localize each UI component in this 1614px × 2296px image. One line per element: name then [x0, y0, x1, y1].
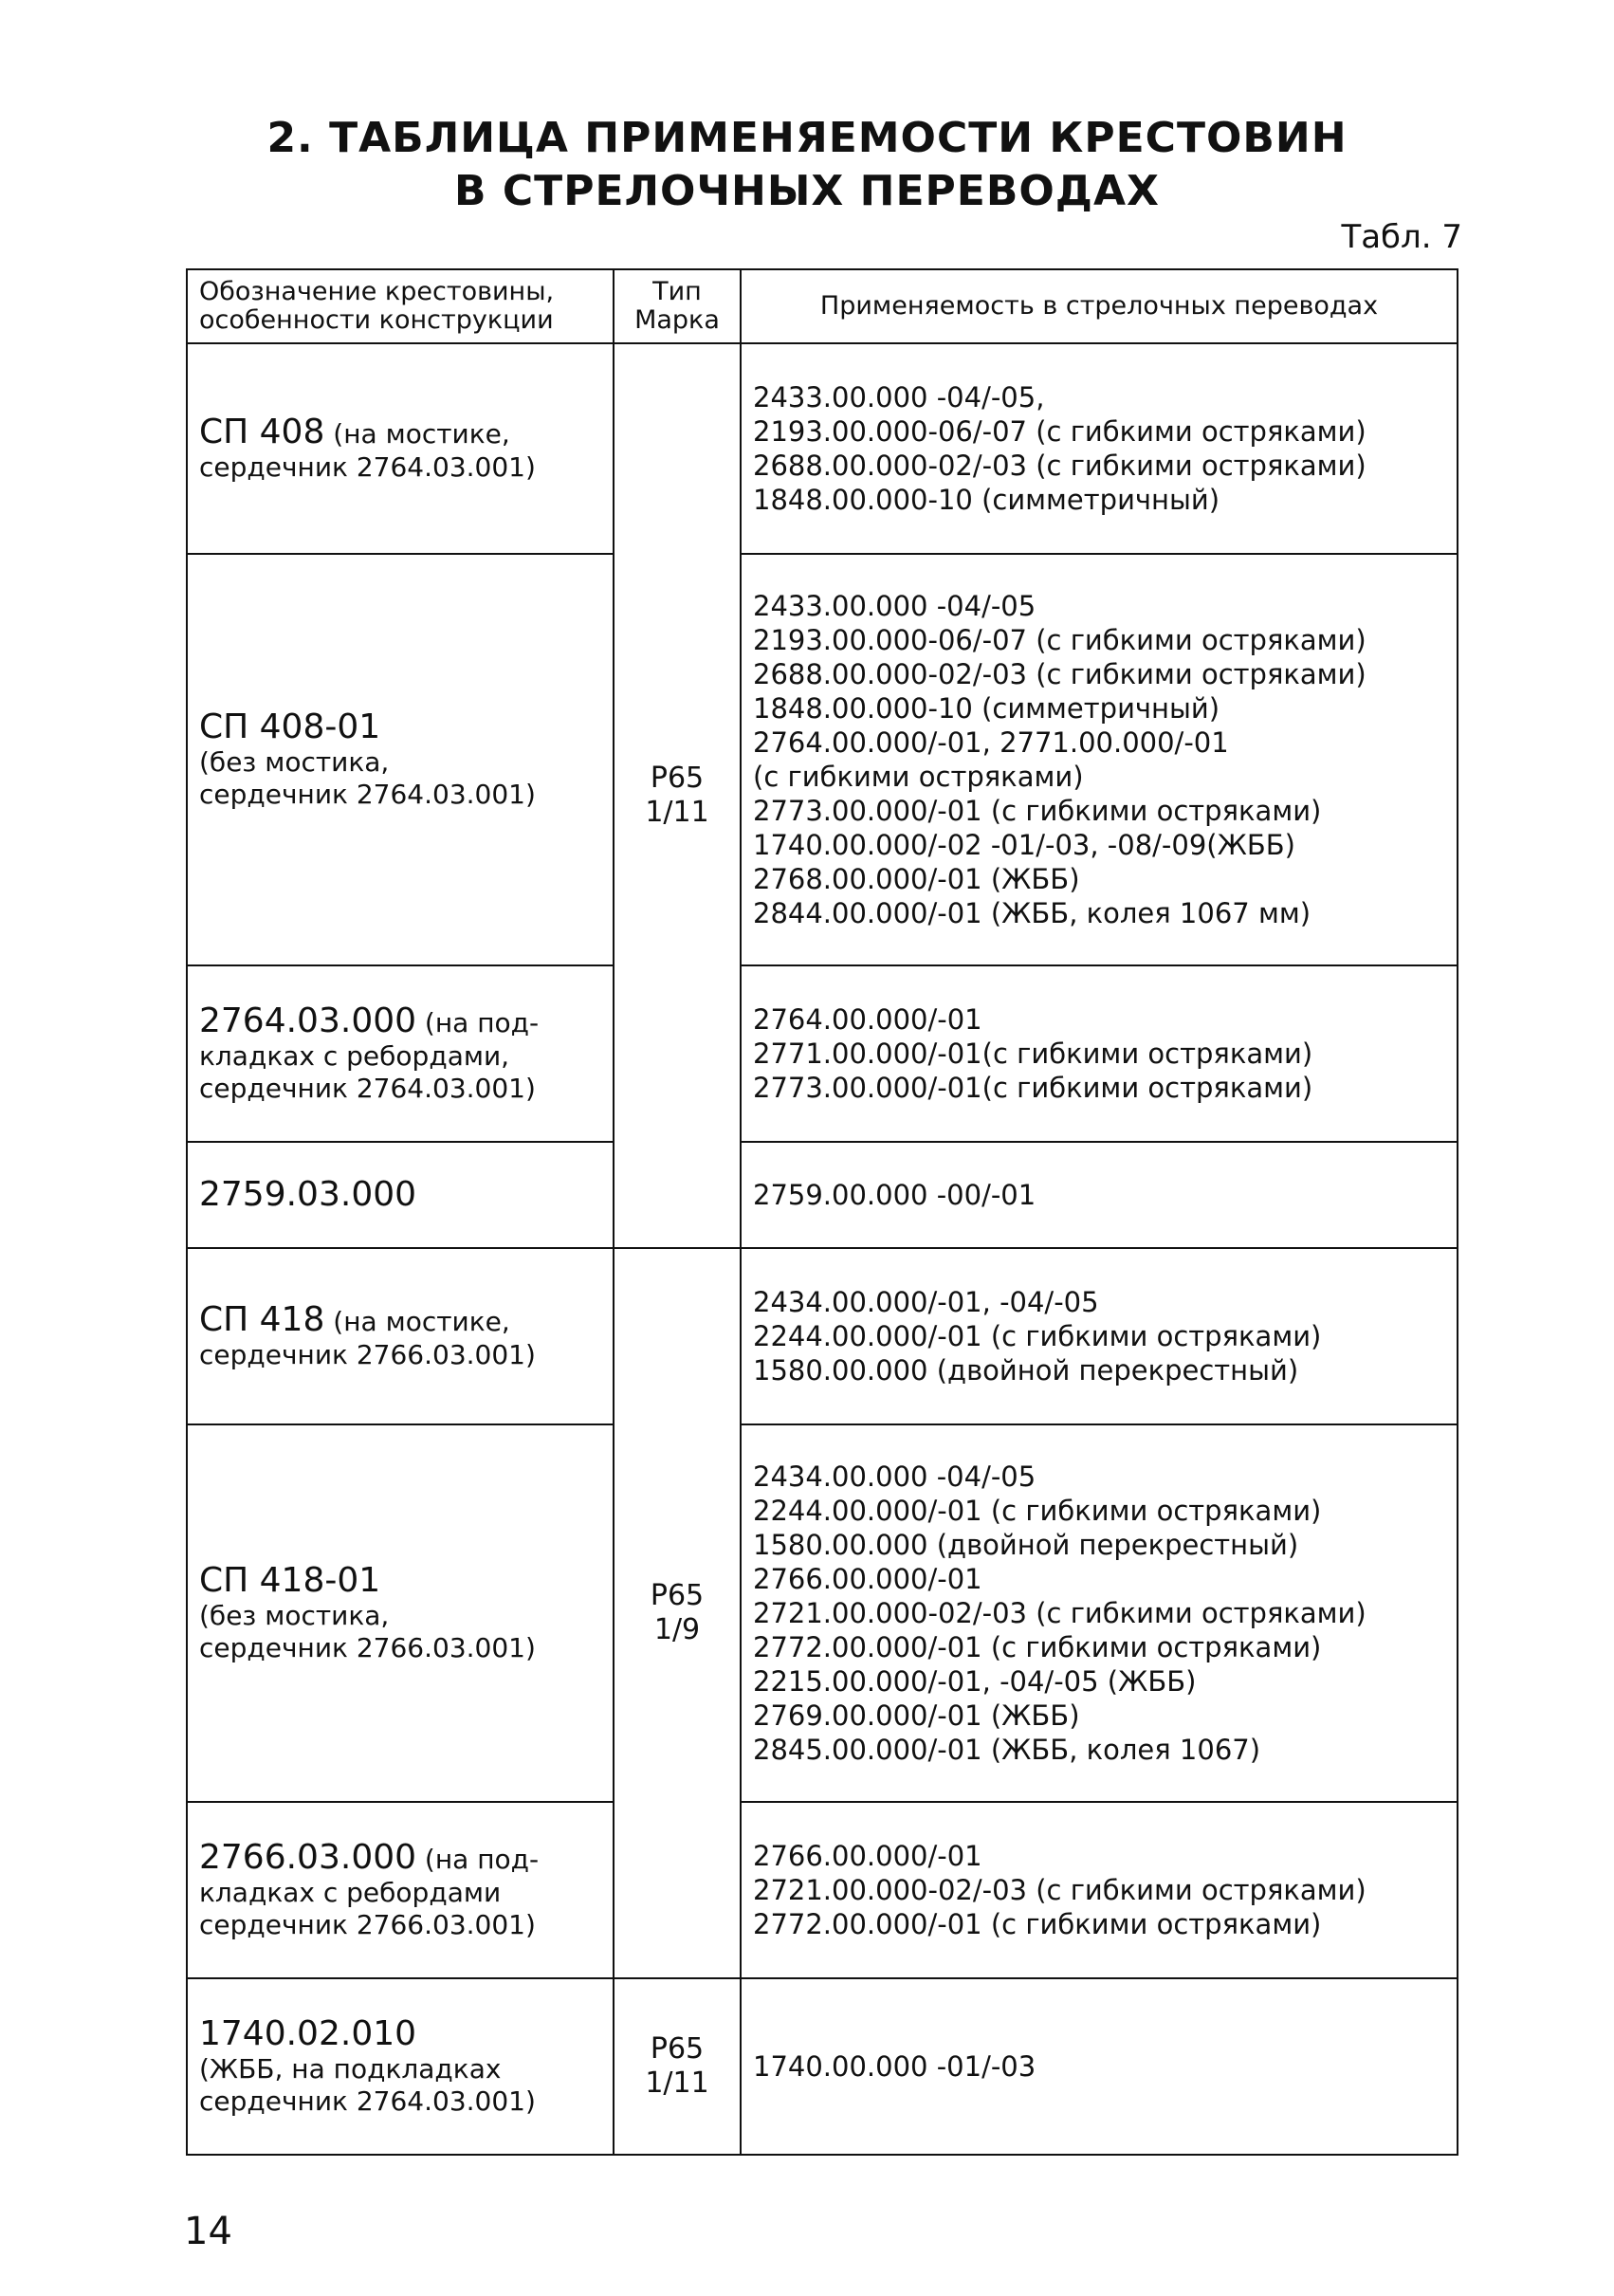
designation-note-line: сердечник 2764.03.001) [199, 1073, 536, 1104]
frog-mark: 1/11 [645, 2066, 709, 2100]
type-mark-cell [614, 1248, 741, 1978]
applicability-line: 2721.00.000-02/-03 (с гибкими остряками) [753, 1597, 1366, 1629]
designation-inline-note: (на мостике, [324, 418, 510, 450]
applicability-line: 2215.00.000/-01, -04/-05 (ЖББ) [753, 1665, 1197, 1698]
applicability-line: 2244.00.000/-01 (с гибкими остряками) [753, 1320, 1322, 1352]
applicability-line: 2768.00.000/-01 (ЖББ) [753, 863, 1080, 895]
applicability-line: 2433.00.000 -04/-05, [753, 381, 1045, 413]
designation-main [199, 1839, 601, 1877]
table-header-row [187, 269, 1458, 343]
designation-note-line: сердечник 2764.03.001) [199, 451, 536, 483]
rail-type: Р65 [650, 762, 705, 795]
applicability-line: 2688.00.000-02/-03 (с гибкими остряками) [753, 450, 1366, 482]
applicability-line: 2766.00.000/-01 [753, 1840, 982, 1872]
applicability-line: 2773.00.000/-01(с гибкими остряками) [753, 1072, 1313, 1104]
designation-cell [187, 1424, 614, 1802]
rail-type: Р65 [650, 2032, 705, 2066]
applicability-cell [741, 554, 1458, 965]
designation-code: СП 408-01 [199, 707, 381, 746]
applicability-line: 2845.00.000/-01 (ЖББ, колея 1067) [753, 1734, 1261, 1766]
applicability-table [186, 268, 1458, 2156]
designation-code: СП 408 [199, 413, 325, 451]
designation-main [199, 1002, 601, 1040]
designation-note-line: кладках с ребордами, [199, 1040, 510, 1072]
designation-note-line: сердечник 2764.03.001) [199, 779, 536, 810]
designation-code: 1740.02.010 [199, 2014, 417, 2053]
applicability-cell [741, 343, 1458, 554]
designation-cell [187, 1802, 614, 1978]
designation-cell [187, 965, 614, 1142]
header-designation-line-2: особенности конструкции [199, 305, 554, 335]
applicability-line: 2844.00.000/-01 (ЖББ, колея 1067 мм) [753, 897, 1311, 929]
applicability-line: 2193.00.000-06/-07 (с гибкими остряками) [753, 624, 1366, 656]
designation-code: 2759.03.000 [199, 1175, 417, 1214]
table-row [187, 554, 1458, 965]
designation-code: 2764.03.000 [199, 1001, 417, 1040]
applicability-line: 1848.00.000-10 (симметричный) [753, 484, 1220, 516]
frog-mark: 1/11 [645, 796, 709, 829]
table-row [187, 343, 1458, 554]
designation-main [199, 1562, 601, 1600]
applicability-line: 2434.00.000/-01, -04/-05 [753, 1286, 1099, 1318]
designation-main [199, 708, 601, 746]
table-row [187, 1248, 1458, 1424]
designation-main [199, 1301, 601, 1339]
applicability-line: (с гибкими остряками) [753, 761, 1084, 793]
applicability-line: 2759.00.000 -00/-01 [753, 1179, 1036, 1211]
type-mark-cell [614, 343, 741, 1248]
designation-code: СП 418 [199, 1300, 325, 1339]
designation-inline-note: (на под- [416, 1007, 540, 1038]
table-label: Табл. 7 [1341, 218, 1462, 256]
title-line-2: В СТРЕЛОЧНЫХ ПЕРЕВОДАХ [454, 167, 1160, 215]
designation-main [199, 2015, 601, 2053]
table-row [187, 1802, 1458, 1978]
applicability-line: 2772.00.000/-01 (с гибкими остряками) [753, 1631, 1322, 1663]
header-designation-line-1: Обозначение крестовины, [199, 277, 555, 306]
designation-inline-note: (на мостике, [324, 1306, 510, 1337]
applicability-line: 2764.00.000/-01, 2771.00.000/-01 [753, 726, 1229, 759]
applicability-cell [741, 1248, 1458, 1424]
applicability-line: 2772.00.000/-01 (с гибкими остряками) [753, 1908, 1322, 1940]
designation-cell [187, 343, 614, 554]
designation-note-line: сердечник 2764.03.001) [199, 2085, 536, 2117]
applicability-line: 2769.00.000/-01 (ЖББ) [753, 1699, 1080, 1732]
applicability-cell [741, 965, 1458, 1142]
applicability-cell [741, 1802, 1458, 1978]
designation-cell [187, 1248, 614, 1424]
applicability-cell [741, 1142, 1458, 1248]
applicability-cell [741, 1978, 1458, 2155]
applicability-line: 2764.00.000/-01 [753, 1003, 982, 1036]
table-row [187, 1978, 1458, 2155]
applicability-line: 2766.00.000/-01 [753, 1563, 982, 1595]
header-designation [187, 269, 614, 343]
applicability-line: 1848.00.000-10 (симметричный) [753, 692, 1220, 725]
designation-code: 2766.03.000 [199, 1838, 417, 1877]
designation-note-line: сердечник 2766.03.001) [199, 1909, 536, 1940]
designation-cell [187, 1978, 614, 2155]
applicability-line: 1580.00.000 (двойной перекрестный) [753, 1354, 1299, 1387]
applicability-line: 2688.00.000-02/-03 (с гибкими остряками) [753, 658, 1366, 690]
applicability-line: 2244.00.000/-01 (с гибкими остряками) [753, 1495, 1322, 1527]
designation-main [199, 1176, 601, 1214]
table-row [187, 1424, 1458, 1802]
header-type-line: Тип [652, 277, 702, 306]
title-line-1: 2. ТАБЛИЦА ПРИМЕНЯЕМОСТИ КРЕСТОВИН [266, 114, 1348, 162]
type-mark-cell [614, 1978, 741, 2155]
page-number: 14 [184, 2210, 232, 2253]
applicability-line: 2433.00.000 -04/-05 [753, 590, 1036, 622]
designation-main [199, 413, 601, 451]
table-body [187, 343, 1458, 2155]
designation-note-line: (ЖББ, на подкладках [199, 2053, 502, 2085]
table-row [187, 965, 1458, 1142]
designation-inline-note: (на под- [416, 1844, 540, 1875]
applicability-line: 2773.00.000/-01 (с гибкими остряками) [753, 795, 1322, 827]
page-title [0, 112, 1614, 218]
applicability-cell [741, 1424, 1458, 1802]
applicability-line: 1740.00.000 -01/-03 [753, 2050, 1036, 2083]
designation-cell [187, 554, 614, 965]
applicability-line: 2434.00.000 -04/-05 [753, 1460, 1036, 1493]
header-type-mark [614, 269, 741, 343]
applicability-line: 1580.00.000 (двойной перекрестный) [753, 1529, 1299, 1561]
table-row [187, 1142, 1458, 1248]
applicability-line: 1740.00.000/-02 -01/-03, -08/-09(ЖББ) [753, 829, 1295, 861]
applicability-line: 2721.00.000-02/-03 (с гибкими остряками) [753, 1874, 1366, 1906]
designation-note-line: сердечник 2766.03.001) [199, 1339, 536, 1370]
applicability-line: 2771.00.000/-01(с гибкими остряками) [753, 1038, 1313, 1070]
designation-note-line: кладках с ребордами [199, 1877, 502, 1908]
rail-type: Р65 [650, 1579, 705, 1612]
applicability-line: 2193.00.000-06/-07 (с гибкими остряками) [753, 415, 1366, 448]
designation-note-line: (без мостика, [199, 746, 390, 778]
frog-mark: 1/9 [653, 1613, 701, 1646]
designation-code: СП 418-01 [199, 1561, 381, 1600]
header-mark-line: Марка [634, 305, 720, 335]
designation-note-line: сердечник 2766.03.001) [199, 1632, 536, 1663]
header-applicability: Применяемость в стрелочных переводах [741, 269, 1458, 343]
designation-cell [187, 1142, 614, 1248]
designation-note-line: (без мостика, [199, 1600, 390, 1631]
